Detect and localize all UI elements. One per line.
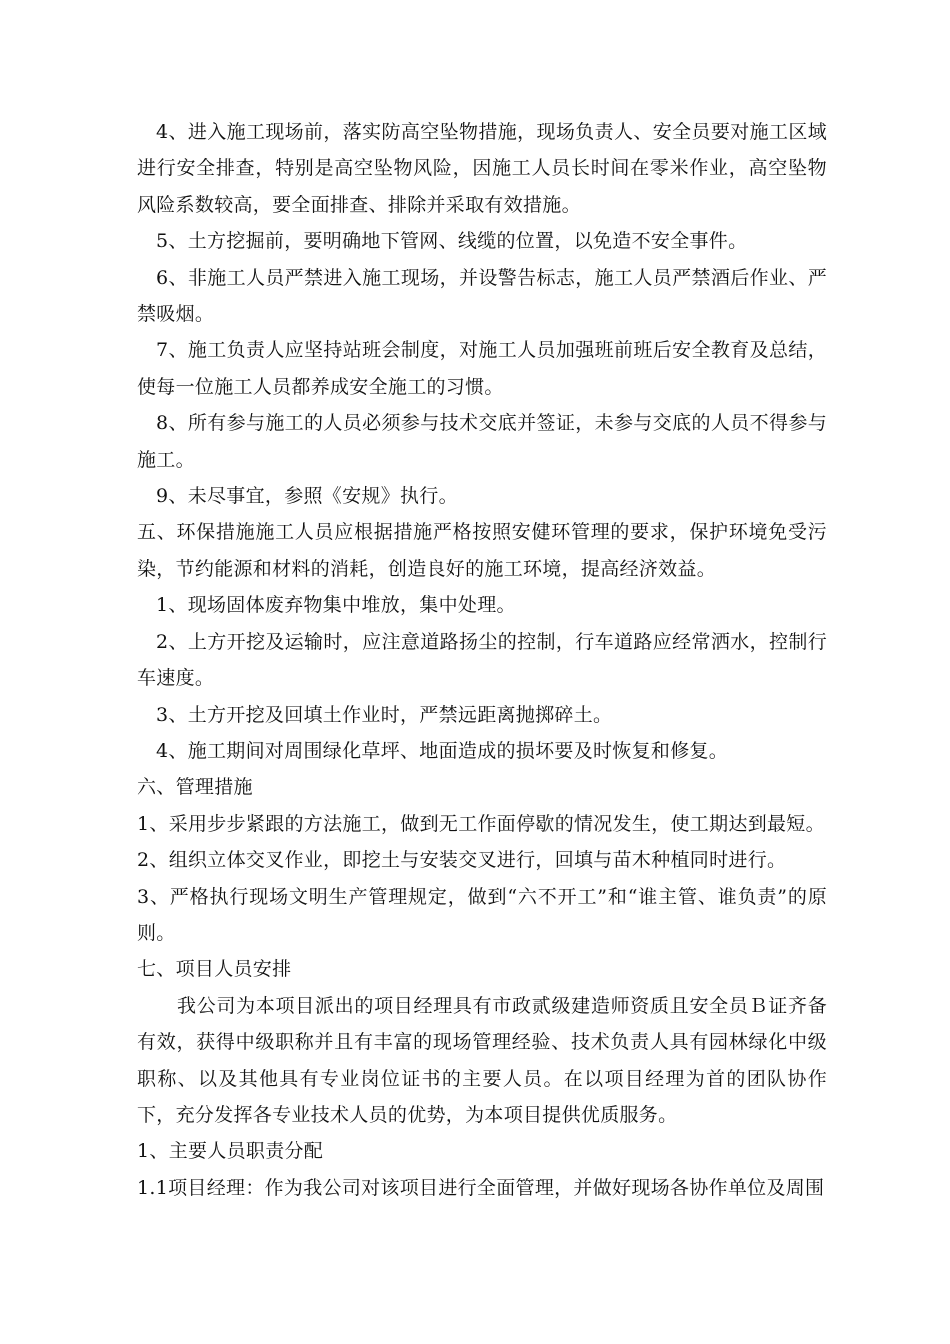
paragraph-mgmt-item-2: 2、组织立体交叉作业，即挖土与安装交叉进行，回填与苗木种植同时进行。 xyxy=(137,849,787,872)
paragraph-env-item-4: 4、施工期间对周围绿化草坪、地面造成的损坏要及时恢复和修复。 xyxy=(156,739,729,762)
section-heading-management: 六、管理措施 xyxy=(137,776,253,799)
paragraph-env-item-2: 2、上方开挖及运输时，应注意道路扬尘的控制，行车道路应经常洒水，控制行车速度。 xyxy=(137,630,827,690)
paragraph-mgmt-item-3: 3、严格执行现场文明生产管理规定，做到“六不开工”和“谁主管、谁负责”的原则。 xyxy=(137,885,827,944)
section-heading-personnel: 七、项目人员安排 xyxy=(137,958,292,981)
paragraph-safety-item-8: 8、所有参与施工的人员必须参与技术交底并签证，未参与交底的人员不得参与施工。 xyxy=(137,412,827,471)
paragraph-mgmt-item-1: 1、采用步步紧跟的方法施工，做到无工作面停歇的情况发生，使工期达到最短。 xyxy=(137,812,825,835)
subheading-duties: 1、主要人员职责分配 xyxy=(137,1140,324,1163)
paragraph-safety-item-9: 9、未尽事宜，参照《安规》执行。 xyxy=(156,485,458,508)
paragraph-env-item-1: 1、现场固体废弃物集中堆放，集中处理。 xyxy=(156,594,516,617)
paragraph-safety-item-5: 5、土方挖掘前，要明确地下管网、线缆的位置，以免造不安全事件。 xyxy=(156,230,748,253)
paragraph-project-manager: 1.1项目经理：作为我公司对该项目进行全面管理，并做好现场各协作单位及周围 xyxy=(137,1176,825,1199)
paragraph-safety-item-4: 4、进入施工现场前，落实防高空坠物措施，现场负责人、安全员要对施工区域进行安全排查，特别是高空坠物风险，因施工人员长时间在零米作业，高空坠物风险系数较高，要全面排查、排除并采取有效措施。 xyxy=(137,121,827,216)
paragraph-personnel-intro: 我公司为本项目派出的项目经理具有市政贰级建造师资质且安全员Ｂ证齐备有效，获得中级职称并且有丰富的现场管理经验、技术负责人具有园林绿化中级职称、以及其他具有专业岗位证书的主要人员。在以项目经理为首的团队协作下，充分发挥各专业技术人员的优势，为本项目提供优质服务。 xyxy=(137,994,827,1126)
paragraph-safety-item-7: 7、施工负责人应坚持站班会制度，对施工人员加强班前班后安全教育及总结，使每一位施工人员都养成安全施工的习惯。 xyxy=(137,339,827,398)
paragraph-safety-item-6: 6、非施工人员严禁进入施工现场，并设警告标志，施工人员严禁酒后作业、严禁吸烟。 xyxy=(137,266,827,326)
section-heading-environmental: 五、环保措施施工人员应根据措施严格按照安健环管理的要求，保护环境免受污染，节约能源和材料的消耗，创造良好的施工环境，提高经济效益。 xyxy=(137,521,827,580)
paragraph-env-item-3: 3、土方开挖及回填土作业时，严禁远距离抛掷碎土。 xyxy=(156,703,613,726)
document-body xyxy=(137,114,827,1206)
